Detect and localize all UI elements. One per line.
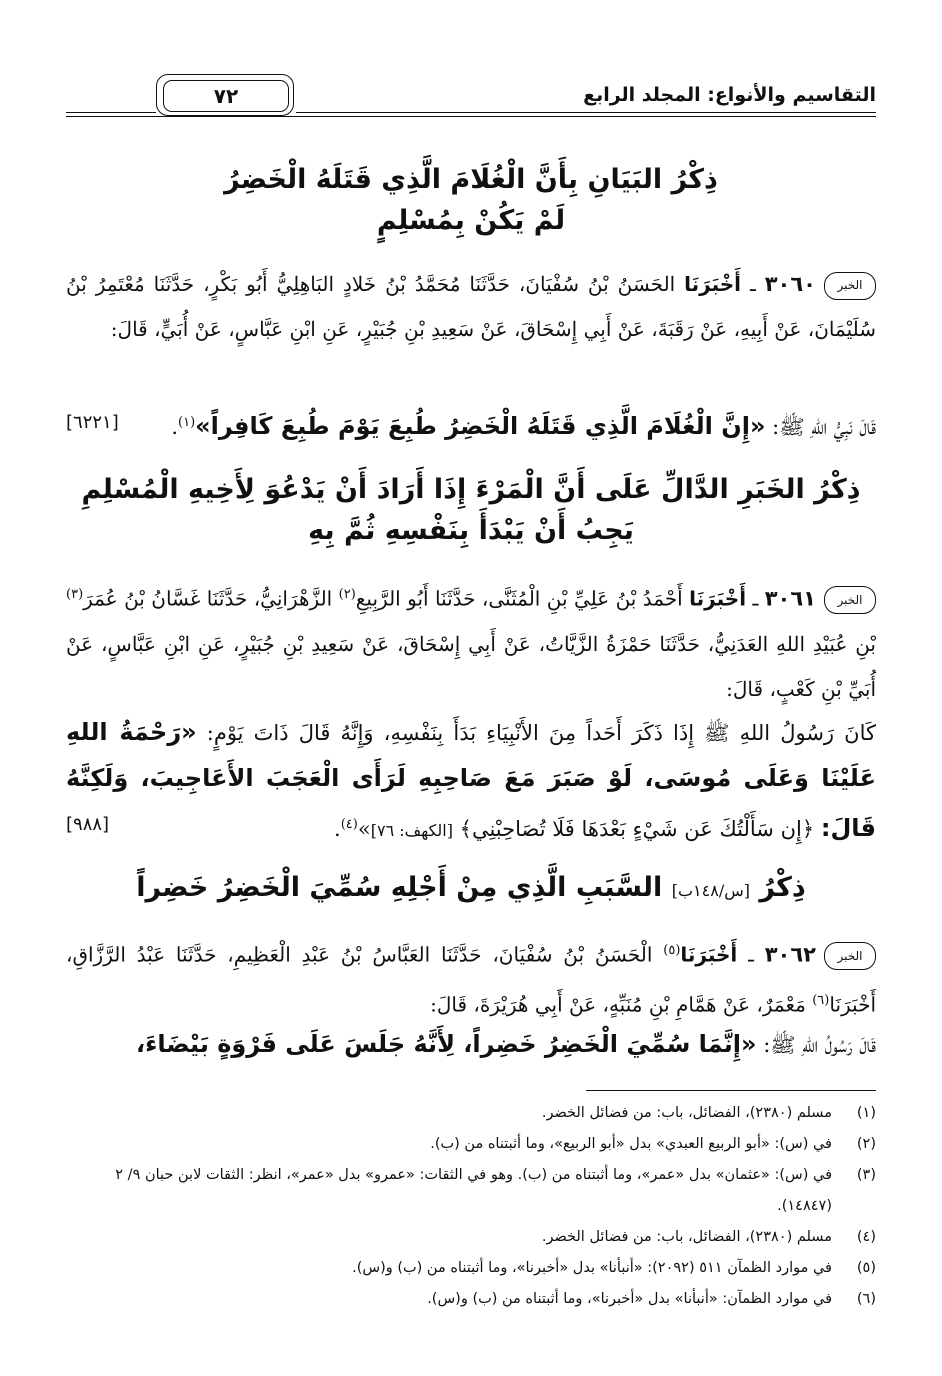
footnotes [66, 1098, 876, 1315]
footnote [66, 1129, 876, 1160]
khabar-icon: الخبر [824, 942, 876, 970]
footnote-marker: (٣) [66, 587, 84, 602]
page-number: ٧٢ [163, 80, 289, 112]
footnote-number: (١) [856, 1105, 876, 1121]
footnote-marker: (٢) [338, 587, 356, 602]
footnote [66, 1222, 876, 1253]
footnote-text: مسلم (٢٣٨٠)، الفضائل، باب: من فضائل الخضر. [541, 1229, 832, 1245]
khabar-icon: الخبر [824, 272, 876, 300]
footnote [66, 1098, 876, 1129]
section-heading: ذِكْرُ البَيَانِ بِأَنَّ الْغُلَامَ الَّذِي قَتَلَهُ الْخَضِرُ لَمْ يَكُنْ بِمُسْلِمٍ [224, 164, 718, 236]
hadith-number: ٣٠٦٢ [764, 942, 817, 967]
quran-ref: [الكهف: ٧٦] [370, 821, 453, 840]
hadith-3060-isnad: الخبر٣٠٦٠ ـ أَخْبَرَنَا الحَسَنُ بْنُ سُفْيَانَ، حَدَّثَنَا مُحَمَّدُ بْنُ خَلادٍ البَاهِلِيُّ أَبُو بَكْرٍ، حَدَّثَنَا مُعْتَمِرُ بْنُ سُلَيْمَانَ، عَنْ أَبِيهِ، عَنْ رَقَبَةَ، عَنْ أَبِي إِسْحَاقَ، عَنْ سَعِيدِ بْنِ جُبَيْرٍ، عَنِ ابْنِ عَبَّاسٍ، عَنْ أُبَيٍّ، قَالَ: [66, 272, 876, 341]
footnote [66, 1160, 876, 1222]
manuscript-ref: [س/١٤٨ب] [671, 881, 750, 900]
header-rule [66, 116, 876, 117]
hadith-3062-isnad: الخبر٣٠٦٢ ـ أَخْبَرَنَا$^{(٥)}$ الْحَسَنُ بْنُ سُفْيَانَ، حَدَّثَنَا العَبَّاسُ بْنُ عَبْدِ الْعَظِيمِ، حَدَّثَنَا عَبْدُ الرَّزَّاقِ، أَخْبَرَنَا$^{(٦)}$ مَعْمَرٌ، عَنْ هَمَّامِ بْنِ مُنَبِّهٍ، عَنْ أَبِي هُرَيْرَةَ، قَالَ: [66, 942, 876, 1017]
footnote [66, 1253, 876, 1284]
section-heading: ذِكْرُ الخَبَرِ الدَّالِّ عَلَى أَنَّ الْمَرْءَ إِذَا أَرَادَ أَنْ يَدْعُوَ لِأَخِيهِ الْمُسْلِمِ يَجِبُ أَنْ يَبْدَأَ بِنَفْسِهِ ثُمَّ بِهِ [81, 474, 861, 546]
running-title: التقاسيم والأنواع: المجلد الرابع [583, 84, 876, 106]
hadith-3062-matn: قَالَ رَسُولُ اللهِ ﷺ: «إِنَّمَا سُمِّيَ الْخَضِرُ خَضِراً، لِأَنَّهُ جَلَسَ عَلَى فَرْوَةٍ بَيْضَاءَ، [136, 1030, 876, 1058]
book-page [66, 0, 876, 1376]
hadith-3061-matn: كَانَ رَسُولُ اللهِ ﷺ إِذَا ذَكَرَ أَحَداً مِنَ الأَنْبِيَاءِ بَدَأَ بِنَفْسِهِ، وَإِنَّهُ قَالَ ذَاتَ يَوْمٍ: «رَحْمَةُ اللهِ عَلَيْنَا وَعَلَى مُوسَى، لَوْ صَبَرَ مَعَ صَاحِبِهِ لَرَأَى الْعَجَبَ الأَعَاجِيبَ، وَلَكِنَّهُ قَالَ: ﴿إِن سَأَلْتُكَ عَن شَيْءٍ بَعْدَهَا فَلَا تُصَاحِبْنِي﴾ [الكهف: ٧٦]»$^{(٤)}$. [٩٨٨] [66, 710, 876, 853]
footnote-text: في (س): «عثمان» بدل «عمر»، وما أثبتناه من (ب). وهو في الثقات: «عمرو» بدل «عمر»، انظر: الثقات لابن حبان ٩/ ٢ (١٤٨٤٧). [115, 1167, 832, 1214]
footnote-marker: (٥) [663, 943, 681, 958]
footnote-number: (٢) [856, 1136, 876, 1152]
footnote-separator [586, 1090, 876, 1091]
footnote-number: (٤) [856, 1229, 876, 1245]
footnote-text: في موارد الظمآن ٥١١ (٢٠٩٢): «أنبأنا» بدل «أخبرنا»، وما أثبتناه من (ب) و(س). [352, 1260, 832, 1276]
hadith-3061-isnad: الخبر٣٠٦١ ـ أَخْبَرَنَا أَحْمَدُ بْنُ عَلِيِّ بْنِ الْمُثَنَّى، حَدَّثَنَا أَبُو الرَّبِيعِ$^{(٢)}$ الزَّهْرَانِيُّ، حَدَّثَنَا غَسَّانُ بْنُ عُمَرَ$^{(٣)}$ بْنِ عُبَيْدِ اللهِ العَدَنِيُّ، حَدَّثَنَا حَمْزَةُ الزَّيَّاتُ، عَنْ أَبِي إِسْحَاقَ، عَنْ سَعِيدِ بْنِ جُبَيْرٍ، عَنِ ابْنِ عَبَّاسٍ، عَنْ أُبَيِّ بْنِ كَعْبٍ، قَالَ: [66, 586, 876, 701]
khabar-icon: الخبر [824, 586, 876, 614]
hadith-number: ٣٠٦٠ [764, 272, 817, 296]
footnote-marker: (٤) [340, 817, 358, 832]
footnote [66, 1284, 876, 1315]
footnote-number: (٣) [856, 1167, 876, 1183]
footnote-text: في موارد الظمآن: «أنبأنا» بدل «أخبرنا»، وما أثبتناه من (ب) و(س). [427, 1291, 832, 1307]
quran-verse: ﴿إِن سَأَلْتُكَ عَن شَيْءٍ بَعْدَهَا فَلَا تُصَاحِبْنِي﴾ [459, 817, 815, 841]
cross-reference: [٩٨٨] [66, 814, 110, 835]
footnote-number: (٥) [856, 1260, 876, 1276]
footnote-marker: (١) [178, 415, 196, 430]
footnote-number: (٦) [856, 1291, 876, 1307]
hadith-number: ٣٠٦١ [764, 586, 817, 611]
cross-reference: [٦٢٢١] [66, 412, 119, 433]
footnote-text: في (س): «أبو الربيع العبدي» بدل «أبو الربيع»، وما أثبتناه من (ب). [430, 1136, 832, 1152]
page-number-frame [156, 74, 296, 116]
footnote-marker: (٦) [812, 992, 830, 1008]
section-heading: ذِكْرُ [س/١٤٨ب] السَّبَبِ الَّذِي مِنْ أَجْلِهِ سُمِّيَ الْخَضِرُ خَضِراً [136, 872, 806, 903]
running-header [66, 80, 876, 126]
hadith-3060-matn: [٦٢٢١] قَالَ نَبِيُّ اللهِ ﷺ: «إِنَّ الْغُلَامَ الَّذِي قَتَلَهُ الْخَضِرُ طُبِعَ يَوْمَ طُبِعَ كَافِراً»$^{(١)}$. [66, 400, 876, 450]
footnote-text: مسلم (٢٣٨٠)، الفضائل، باب: من فضائل الخضر. [541, 1105, 832, 1121]
